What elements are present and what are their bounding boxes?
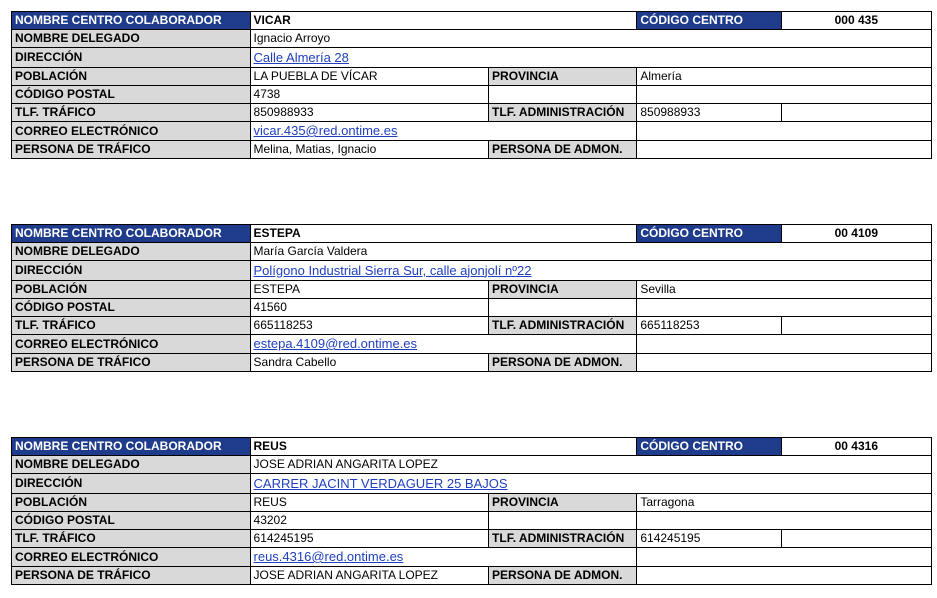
label-codigo-centro: CÓDIGO CENTRO xyxy=(637,225,781,243)
center-code: 000 435 xyxy=(781,12,931,30)
label-persona-admon: PERSONA DE ADMON. xyxy=(489,141,637,159)
center-card-estepa xyxy=(11,224,932,372)
empty-cell xyxy=(637,86,932,104)
correo-cell xyxy=(250,122,637,141)
center-code: 00 4316 xyxy=(781,438,931,456)
persona-trafico-value: Sandra Cabello xyxy=(250,354,489,372)
empty-cell xyxy=(637,335,932,354)
poblacion-value: LA PUEBLA DE VÍCAR xyxy=(250,68,489,86)
tlf-trafico-value: 850988933 xyxy=(250,104,489,122)
empty-cell xyxy=(637,548,932,567)
codigo-postal-value: 41560 xyxy=(250,299,489,317)
tlf-trafico-value: 614245195 xyxy=(250,530,489,548)
label-nombre-delegado: NOMBRE DELEGADO xyxy=(12,456,251,474)
correo-link[interactable]: reus.4316@red.ontime.es xyxy=(253,549,404,564)
label-nombre-centro: NOMBRE CENTRO COLABORADOR xyxy=(12,438,251,456)
poblacion-value: REUS xyxy=(250,494,489,512)
label-nombre-centro: NOMBRE CENTRO COLABORADOR xyxy=(12,12,251,30)
correo-link[interactable]: vicar.435@red.ontime.es xyxy=(253,123,398,138)
correo-cell xyxy=(250,548,637,567)
label-codigo-postal: CÓDIGO POSTAL xyxy=(12,512,251,530)
label-direccion: DIRECCIÓN xyxy=(12,474,251,494)
persona-admon-value xyxy=(637,141,932,159)
label-provincia: PROVINCIA xyxy=(489,68,637,86)
label-persona-admon: PERSONA DE ADMON. xyxy=(489,567,637,585)
delegado-value: María García Valdera xyxy=(250,243,931,261)
empty-cell xyxy=(489,299,637,317)
empty-cell xyxy=(637,299,932,317)
label-tlf-trafico: TLF. TRÁFICO xyxy=(12,104,251,122)
label-codigo-centro: CÓDIGO CENTRO xyxy=(637,12,781,30)
empty-cell xyxy=(781,530,931,548)
direccion-cell xyxy=(250,48,931,68)
empty-cell xyxy=(781,104,931,122)
label-provincia: PROVINCIA xyxy=(489,281,637,299)
provincia-value: Almería xyxy=(637,68,932,86)
empty-cell xyxy=(781,317,931,335)
empty-cell xyxy=(637,122,932,141)
label-codigo-postal: CÓDIGO POSTAL xyxy=(12,299,251,317)
label-persona-trafico: PERSONA DE TRÁFICO xyxy=(12,567,251,585)
label-persona-trafico: PERSONA DE TRÁFICO xyxy=(12,354,251,372)
center-card-reus xyxy=(11,437,932,585)
label-provincia: PROVINCIA xyxy=(489,494,637,512)
tlf-administracion-value: 614245195 xyxy=(637,530,781,548)
label-tlf-administracion: TLF. ADMINISTRACIÓN xyxy=(489,530,637,548)
center-card-vicar xyxy=(11,11,932,159)
tlf-trafico-value: 665118253 xyxy=(250,317,489,335)
center-code: 00 4109 xyxy=(781,225,931,243)
direccion-cell xyxy=(250,261,931,281)
label-correo: CORREO ELECTRÓNICO xyxy=(12,122,251,141)
direccion-cell xyxy=(250,474,931,494)
center-name: REUS xyxy=(250,438,637,456)
label-poblacion: POBLACIÓN xyxy=(12,494,251,512)
center-table xyxy=(11,224,932,372)
empty-cell xyxy=(489,86,637,104)
delegado-value: Ignacio Arroyo xyxy=(250,30,931,48)
center-table xyxy=(11,437,932,585)
label-correo: CORREO ELECTRÓNICO xyxy=(12,335,251,354)
direccion-link[interactable]: CARRER JACINT VERDAGUER 25 BAJOS xyxy=(253,475,508,491)
persona-trafico-value: JOSE ADRIAN ANGARITA LOPEZ xyxy=(250,567,489,585)
label-nombre-delegado: NOMBRE DELEGADO xyxy=(12,30,251,48)
direccion-link[interactable]: Calle Almería 28 xyxy=(253,49,349,65)
label-direccion: DIRECCIÓN xyxy=(12,48,251,68)
center-table xyxy=(11,11,932,159)
provincia-value: Tarragona xyxy=(637,494,932,512)
provincia-value: Sevilla xyxy=(637,281,932,299)
label-poblacion: POBLACIÓN xyxy=(12,68,251,86)
label-persona-trafico: PERSONA DE TRÁFICO xyxy=(12,141,251,159)
center-name: ESTEPA xyxy=(250,225,637,243)
delegado-value: JOSE ADRIAN ANGARITA LOPEZ xyxy=(250,456,931,474)
label-tlf-administracion: TLF. ADMINISTRACIÓN xyxy=(489,104,637,122)
codigo-postal-value: 4738 xyxy=(250,86,489,104)
codigo-postal-value: 43202 xyxy=(250,512,489,530)
correo-cell xyxy=(250,335,637,354)
label-persona-admon: PERSONA DE ADMON. xyxy=(489,354,637,372)
tlf-administracion-value: 665118253 xyxy=(637,317,781,335)
label-correo: CORREO ELECTRÓNICO xyxy=(12,548,251,567)
label-nombre-delegado: NOMBRE DELEGADO xyxy=(12,243,251,261)
label-tlf-trafico: TLF. TRÁFICO xyxy=(12,317,251,335)
persona-admon-value xyxy=(637,354,932,372)
persona-trafico-value: Melina, Matias, Ignacio xyxy=(250,141,489,159)
persona-admon-value xyxy=(637,567,932,585)
label-nombre-centro: NOMBRE CENTRO COLABORADOR xyxy=(12,225,251,243)
center-name: VICAR xyxy=(250,12,637,30)
label-tlf-administracion: TLF. ADMINISTRACIÓN xyxy=(489,317,637,335)
empty-cell xyxy=(489,512,637,530)
label-codigo-postal: CÓDIGO POSTAL xyxy=(12,86,251,104)
label-codigo-centro: CÓDIGO CENTRO xyxy=(637,438,781,456)
direccion-link[interactable]: Polígono Industrial Sierra Sur, calle ajonjolí nº22 xyxy=(253,262,532,278)
poblacion-value: ESTEPA xyxy=(250,281,489,299)
tlf-administracion-value: 850988933 xyxy=(637,104,781,122)
empty-cell xyxy=(637,512,932,530)
correo-link[interactable]: estepa.4109@red.ontime.es xyxy=(253,336,418,351)
label-tlf-trafico: TLF. TRÁFICO xyxy=(12,530,251,548)
label-poblacion: POBLACIÓN xyxy=(12,281,251,299)
label-direccion: DIRECCIÓN xyxy=(12,261,251,281)
